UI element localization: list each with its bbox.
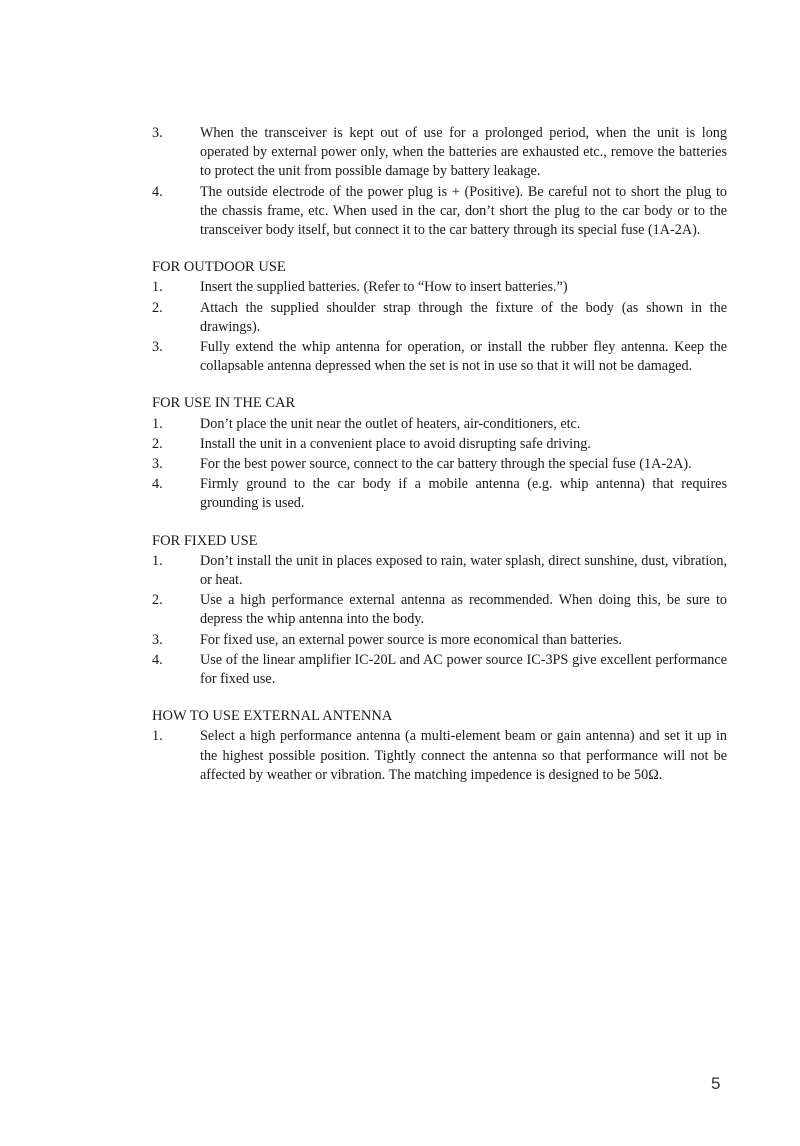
section-heading: FOR FIXED USE — [152, 532, 258, 549]
item-number: 1. — [152, 279, 163, 296]
section-heading: FOR USE IN THE CAR — [152, 395, 296, 412]
section-heading: HOW TO USE EXTERNAL ANTENNA — [152, 708, 393, 725]
item-text: Install the unit in a convenient place to avoid disrupting safe driving. — [200, 435, 591, 452]
item-text: Firmly ground to the car body if a mobile antenna (e.g. whip antenna) that requires grounding is used. — [200, 476, 727, 512]
list-item — [152, 124, 727, 182]
page-number: 5 — [711, 1074, 721, 1093]
section-fixed-use — [152, 532, 727, 690]
item-number: 3. — [152, 631, 163, 648]
section-outdoor-use — [152, 258, 727, 376]
page-content — [152, 124, 727, 803]
list-item — [152, 435, 727, 454]
list-item — [152, 651, 727, 689]
item-number: 2. — [152, 592, 163, 609]
item-number: 4. — [152, 476, 163, 493]
item-text: When the transceiver is kept out of use for a prolonged period, when the unit is long operated by external power only, when the batteries are exhausted etc., remove the batteries to protect the unit from possible damage by battery leakage. — [200, 125, 727, 180]
item-text: Attach the supplied shoulder strap through the fixture of the body (as shown in the drawings). — [200, 299, 727, 335]
list-item — [152, 591, 727, 629]
item-number: 2. — [152, 299, 163, 316]
list-item — [152, 475, 727, 513]
item-number: 1. — [152, 415, 163, 432]
item-text: Fully extend the whip antenna for operation, or install the rubber fley antenna. Keep the collapsable antenna depressed when the set is not in use so that it will not be damaged. — [200, 339, 727, 375]
list-item — [152, 299, 727, 337]
item-text: Insert the supplied batteries. (Refer to “How to insert batteries.”) — [200, 279, 568, 296]
item-number: 1. — [152, 728, 163, 745]
section-external-antenna — [152, 707, 727, 785]
item-text: Don’t install the unit in places exposed to rain, water splash, direct sunshine, dust, vibration, or heat. — [200, 552, 727, 589]
list-item — [152, 415, 727, 434]
list-item — [152, 183, 727, 241]
item-text: For the best power source, connect to the car battery through the special fuse (1A-2A). — [200, 456, 692, 473]
item-number: 3. — [152, 125, 163, 141]
item-text: Use of the linear amplifier IC-20L and AC power source IC-3PS give excellent performance for fixed use. — [200, 651, 727, 688]
item-number: 2. — [152, 435, 163, 452]
item-number: 4. — [152, 183, 163, 200]
item-text: Don’t place the unit near the outlet of heaters, air-conditioners, etc. — [200, 415, 581, 432]
item-text: Use a high performance external antenna as recommended. When doing this, be sure to depress the whip antenna into the body. — [200, 592, 727, 628]
list-item — [152, 278, 727, 297]
list-item — [152, 727, 727, 785]
item-number: 1. — [152, 552, 163, 569]
item-number: 4. — [152, 651, 163, 668]
list-item — [152, 552, 727, 590]
list-item — [152, 631, 727, 650]
section-heading: FOR OUTDOOR USE — [152, 259, 286, 276]
item-number: 3. — [152, 456, 163, 473]
item-text: Select a high performance antenna (a multi-element beam or gain antenna) and set it up in the highest possible position. Tightly connect the antenna so that performance will not be affected by weather or vibration. The matching impedence is designed to be 50Ω. — [200, 728, 727, 783]
list-item — [152, 338, 727, 376]
continued-list — [152, 124, 727, 240]
section-use-in-car — [152, 394, 727, 513]
item-text: The outside electrode of the power plug is + (Positive). Be careful not to short the plug to the chassis frame, etc. When used in the car, don’t short the plug to the car body or to the transceiver body itself, but connect it to the car battery through its special fuse (1A-2A). — [200, 183, 727, 239]
item-text: For fixed use, an external power source is more economical than batteries. — [200, 631, 622, 648]
item-number: 3. — [152, 339, 163, 356]
list-item — [152, 455, 727, 474]
